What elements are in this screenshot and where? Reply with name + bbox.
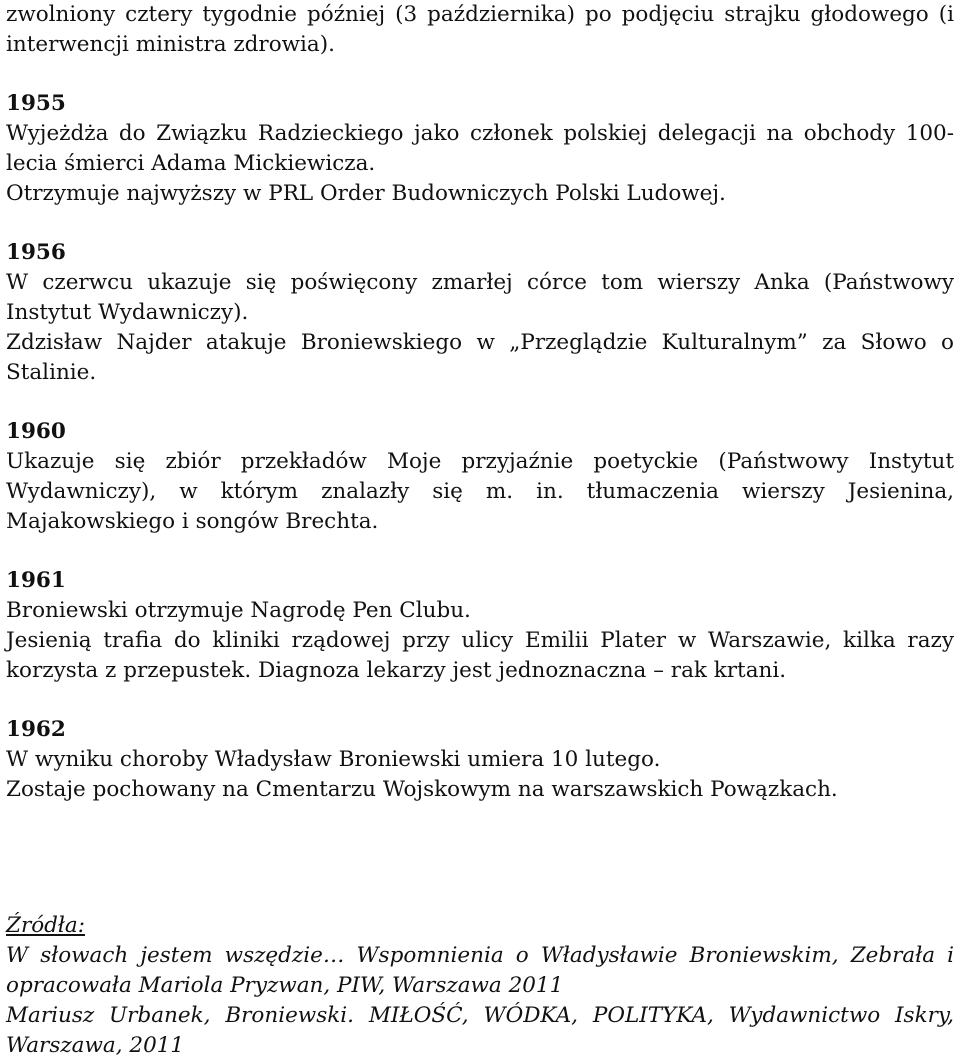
year-heading: 1956 [6,240,66,265]
year-heading: 1961 [6,568,66,593]
entry-1962 [6,715,954,805]
year-heading: 1960 [6,419,66,444]
year-heading: 1955 [6,91,66,116]
entry-paragraph: Ukazuje się zbiór przekładów Moje przyjaźnie poetyckie (Państwowy Instytut Wydawniczy), w którym znalazły się m. in. tłumaczenia wierszy Jesienina, Majakowskiego i songów Brechta. [6,449,954,534]
entry-1961 [6,566,954,686]
entry-paragraph: Otrzymuje najwyższy w PRL Order Budowniczych Polski Ludowej. [6,181,726,206]
intro-paragraph: zwolniony cztery tygodnie później (3 października) po podjęciu strajku głodowego (i interwencji ministra zdrowia). [6,2,954,57]
source-item: Mariusz Urbanek, Broniewski. MIŁOŚĆ, WÓDKA, POLITYKA, Wydawnictwo Iskry, Warszawa, 2011 [6,1003,954,1058]
entry-paragraph: Zdzisław Najder atakuje Broniewskiego w „Przeglądzie Kulturalnym” za Słowo o Stalinie. [6,330,954,385]
entry-paragraph: W wyniku choroby Władysław Broniewski umiera 10 lutego. [6,747,661,772]
entry-paragraph: Broniewski otrzymuje Nagrodę Pen Clubu. [6,598,471,623]
entry-paragraph: W czerwcu ukazuje się poświęcony zmarłej córce tom wierszy Anka (Państwowy Instytut Wydawniczy). [6,270,954,325]
sources-heading: Źródła: [6,913,85,938]
entry-paragraph: Zostaje pochowany na Cmentarzu Wojskowym na warszawskich Powązkach. [6,777,838,802]
year-heading: 1962 [6,717,66,742]
sources-section [6,911,954,1061]
entry-1960 [6,417,954,537]
entry-1956 [6,238,954,388]
entry-paragraph: Wyjeżdża do Związku Radzieckiego jako członek polskiej delegacji na obchody 100-lecia śmierci Adama Mickiewicza. [6,121,954,176]
entry-1955 [6,89,954,209]
entry-paragraph: Jesienią trafia do kliniki rządowej przy ulicy Emilii Plater w Warszawie, kilka razy korzysta z przepustek. Diagnoza lekarzy jest jednoznaczna – rak krtani. [6,628,954,683]
source-item: W słowach jestem wszędzie… Wspomnienia o Władysławie Broniewskim, Zebrała i opracowała Mariola Pryzwan, PIW, Warszawa 2011 [6,943,954,998]
